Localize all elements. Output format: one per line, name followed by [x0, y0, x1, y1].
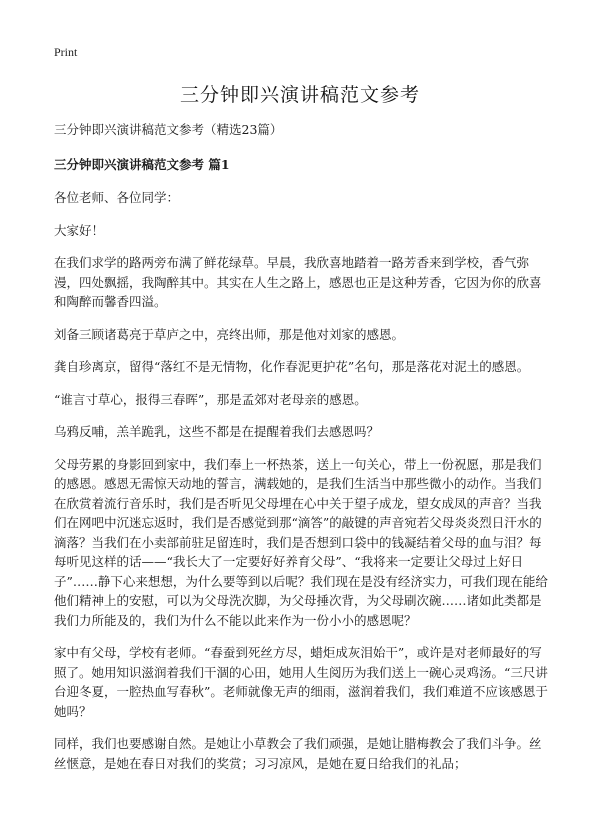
subtitle: 三分钟即兴演讲稿范文参考（精选23篇） [54, 122, 283, 137]
paragraph-greeting: 各位老师、各位同学： [54, 190, 180, 205]
paragraph: 在我们求学的路两旁布满了鲜花绿草。早晨，我欣喜地踏着一路芳香来到学校，香气弥漫，四处飘摇，我陶醉其中。其实在人生之路上，感恩也正是这种芳香，它因为你的欣喜和陶醉而馨香四溢。 [54, 255, 542, 309]
paragraph: 同样，我们也要感谢自然。是她让小草教会了我们顽强，是她让腊梅教会了我们斗争。丝丝惬意，是她在春日对我们的奖赏；习习凉风，是她在夏日给我们的礼品； [54, 736, 542, 771]
paragraph: 家中有父母，学校有老师。“春蚕到死丝方尽，蜡炬成灰泪始干”，或许是对老师最好的写照了。她用知识滋润着我们干涸的心田，她用人生阅历为我们送上一碗心灵鸡汤。“三尺讲台迎冬夏，一腔热血写春秋”。老师就像无声的细雨，滋润着我们，我们难道不应该感恩于她吗？ [54, 645, 548, 719]
section-heading: 三分钟即兴演讲稿范文参考 篇1 [54, 156, 230, 172]
paragraph: 龚自珍离京，留得“落红不是无情物，化作春泥更护花”名句，那是落花对泥土的感恩。 [54, 359, 530, 374]
paragraph: “谁言寸草心，报得三春晖”，那是孟郊对老母亲的感恩。 [54, 391, 367, 407]
paragraph: 父母劳累的身影回到家中，我们奉上一杯热茶，送上一句关心，带上一份祝愿，那是我们的感恩。感恩无需惊天动地的誓言，满载她的，是我们生活当中那些微小的动作。当我们在欣赏着流行音乐时，我们是否听见父母埋在心中关于望子成龙，望女成凤的声音？当我们在网吧中沉迷忘返时，我们是否感觉到那“滴答”的敲键的声音宛若父母炎炎烈日汗水的滴落？当我们在小卖部前驻足留连时，我们是否想到口袋中的钱凝结着父母的血与泪？每每听见这样的话——“我长大了一定要好好养育父母”、“我将来一定要让父母过上好日子”……静下心来想想，为什么要等到以后呢？我们现在是没有经济实力，可我们现在能给他们精神上的安慰，可以为父母洗次脚，为父母捶次背，为父母刷次碗……诸如此类都是我们力所能及的，我们为什么不能以此来作为一份小小的感恩呢？ [54, 456, 548, 628]
print-link[interactable]: Print [54, 45, 78, 59]
paragraph: 乌鸦反哺，羔羊跪乳，这些不都是在提醒着我们去感恩吗？ [54, 424, 380, 439]
page-title: 三分钟即兴演讲稿范文参考 [179, 84, 420, 106]
article-body [54, 120, 548, 786]
paragraph-hello: 大家好！ [54, 222, 105, 238]
paragraph: 刘备三顾诸葛亮于草庐之中，亮终出师，那是他对刘家的感恩。 [54, 326, 405, 342]
